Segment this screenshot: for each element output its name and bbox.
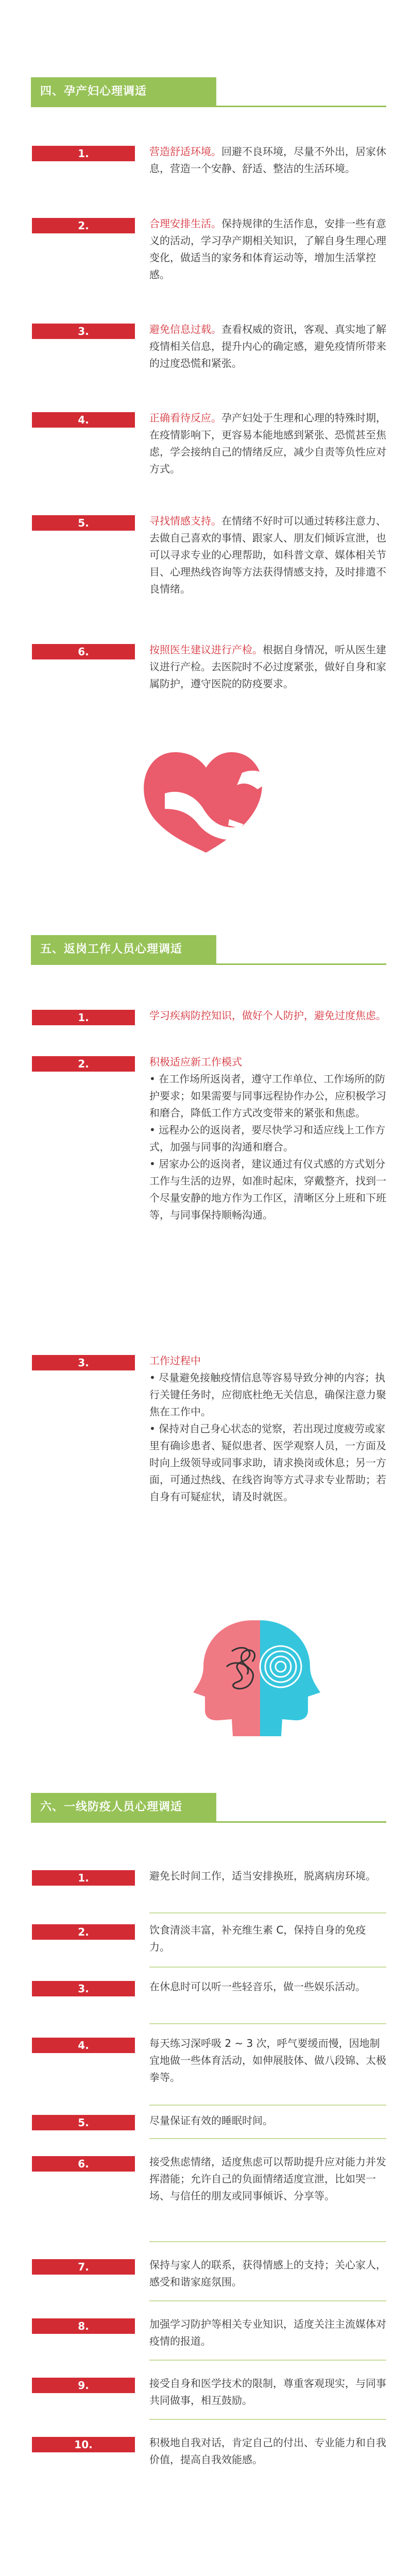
item-number: 4. — [32, 412, 135, 428]
bullet-text: • 尽量避免接触疫情信息等容易导致分神的内容；执行关键任务时，应彻底杜绝无关信息，确保注意力聚焦在工作中。 — [149, 1371, 386, 1418]
item-subtitle: 工作过程中 — [149, 1354, 201, 1367]
item-text — [149, 1054, 386, 1224]
item-text: 尽量保证有效的睡眠时间。 — [149, 2114, 273, 2127]
row-divider — [149, 2360, 386, 2361]
item-body: 在情绪不好时可以通过转移注意力、去做自己喜欢的事情、跟家人、朋友们倾诉宣泄，也可以寻求专业的心理帮助，如科普文章、媒体相关节目、心理热线咨询等方法获得情感支持，及时排遣不良情绪。 — [149, 515, 386, 595]
item-body: 回避不良环境，尽量不外出，居家休息，营造一个安静、舒适、整洁的生活环境。 — [149, 145, 386, 175]
item-text — [149, 641, 386, 692]
item-body: 保持规律的生活作息，安排一些有意义的活动，学习孕产期相关知识，了解自身生理心理变化，做适当的家务和体育运动等，增加生活掌控感。 — [149, 217, 386, 281]
pregnant-belly-heart-hands-illustration — [134, 732, 273, 860]
item-number: 3. — [32, 324, 135, 339]
bullet-text: • 在工作场所返岗者，遵守工作单位、工作场所的防护要求；如果需要与同事远程协作办公，应积极学习和磨合，降低工作方式改变带来的紧张和焦虑。 — [149, 1073, 386, 1119]
item-number: 8. — [32, 2318, 135, 2334]
row-divider — [149, 1967, 386, 1968]
bullet-text: • 居家办公的返岗者，建议通过有仪式感的方式划分工作与生活的边界，如准时起床，穿戴整齐，找到一个尽量安静的地方作为工作区，清晰区分上班和下班等，与同事保持顺畅沟通。 — [149, 1158, 386, 1221]
item-text — [149, 410, 386, 478]
section-header-returning-workers: 五、返岗工作人员心理调适 — [31, 935, 216, 964]
section-divider — [31, 106, 386, 107]
item-text: 接受焦虑情绪，适度焦虑可以帮助提升应对能力并发挥潜能；允许自己的负面情绪适度宣泄，比如哭一场、与信任的朋友或同事倾诉、分享等。 — [149, 2156, 386, 2202]
item-number: 2. — [32, 1056, 135, 1072]
item-highlight: 学习疾病防控知识，做好个人防护，避免过度焦虑。 — [149, 1009, 386, 1022]
item-number: 9. — [32, 2378, 135, 2393]
item-number: 5. — [32, 515, 135, 531]
item-highlight: 避免信息过载。 — [149, 323, 221, 335]
item-number: 1. — [32, 1870, 135, 1886]
row-divider — [149, 2105, 386, 2106]
item-subtitle: 积极适应新工作模式 — [149, 1056, 242, 1068]
item-text — [149, 143, 386, 177]
item-body: 孕产妇处于生理和心理的特殊时期，在疫情影响下，更容易本能地感到紧张、恐慌甚至焦虑，学会接纳自己的情绪反应，减少自责等负性应对方式。 — [149, 412, 386, 475]
bullet-text: • 保持对自己身心状态的觉察，若出现过度疲劳或家里有确诊患者、疑似患者、医学观察人员，一方面及时向上级领导或同事求助，请求换岗或休息；另一方面，可通过热线、在线咨询等方式寻求专业帮助；若自身有可疑症状，请及时就医。 — [149, 1422, 386, 1503]
item-text — [149, 1007, 386, 1024]
row-divider — [149, 2241, 386, 2242]
bullet-text: • 远程办公的返岗者，要尽快学习和适应线上工作方式，加强与同事的沟通和磨合。 — [149, 1124, 386, 1153]
item-text: 饮食清淡丰富，补充维生素 C，保持自身的免疫力。 — [149, 1924, 366, 1953]
item-number: 6. — [32, 2156, 135, 2172]
item-text: 保持与家人的联系，获得情感上的支持；关心家人，感受和谐家庭氛围。 — [149, 2259, 386, 2288]
section-divider — [31, 963, 386, 965]
item-number: 6. — [32, 644, 135, 659]
item-number: 2. — [32, 1924, 135, 1940]
item-number: 1. — [32, 1010, 135, 1025]
section-header-frontline: 六、一线防疫人员心理调适 — [31, 1793, 216, 1822]
item-number: 1. — [32, 146, 135, 161]
item-text: 积极地自我对话，肯定自己的付出、专业能力和自我价值，提高自我效能感。 — [149, 2436, 386, 2466]
item-text: 在休息时可以听一些轻音乐，做一些娱乐活动。 — [149, 1980, 366, 1993]
item-number: 3. — [32, 1355, 135, 1370]
item-text: 避免长时间工作，适当安排换班，脱离病房环境。 — [149, 1870, 376, 1882]
item-highlight: 按照医生建议进行产检。 — [149, 643, 263, 656]
item-highlight: 正确看待反应。 — [149, 412, 221, 424]
row-divider — [149, 2419, 386, 2420]
row-divider — [149, 1912, 386, 1913]
row-divider — [149, 2138, 386, 2139]
item-text — [149, 321, 386, 372]
section-header-maternal: 四、孕产妇心理调适 — [31, 77, 216, 106]
item-highlight: 营造舒适环境。 — [149, 145, 221, 158]
item-number: 4. — [32, 2038, 135, 2053]
item-text — [149, 215, 386, 283]
item-text: 接受自身和医学技术的限制，尊重客观现实，与同事共同做事，相互鼓励。 — [149, 2377, 386, 2406]
item-text — [149, 1352, 386, 1505]
two-heads-mind-illustration — [175, 1610, 345, 1739]
row-divider — [149, 2023, 386, 2024]
item-highlight: 合理安排生活。 — [149, 217, 221, 230]
item-number: 2. — [32, 218, 135, 233]
item-text: 每天练习深呼吸 2 ~ 3 次，呼气要缓而慢，因地制宜地做一些体育活动，如伸展肢体、做八段锦、太极拳等。 — [149, 2037, 386, 2083]
item-number: 7. — [32, 2259, 135, 2275]
item-text: 加强学习防护等相关专业知识，适度关注主流媒体对疫情的报道。 — [149, 2318, 386, 2347]
item-body: 查看权威的资讯，客观、真实地了解疫情相关信息，提升内心的确定感，避免疫情所带来的过度恐慌和紧张。 — [149, 323, 386, 369]
section-divider — [31, 1821, 386, 1823]
item-number: 5. — [32, 2115, 135, 2130]
item-highlight: 寻找情感支持。 — [149, 515, 221, 527]
item-text — [149, 513, 386, 598]
item-number: 10. — [32, 2437, 135, 2452]
item-number: 3. — [32, 1981, 135, 1996]
row-divider — [149, 2300, 386, 2301]
item-body: 根据自身情况，听从医生建议进行产检。去医院时不必过度紧张，做好自身和家属防护，遵守医院的防疫要求。 — [149, 643, 386, 690]
